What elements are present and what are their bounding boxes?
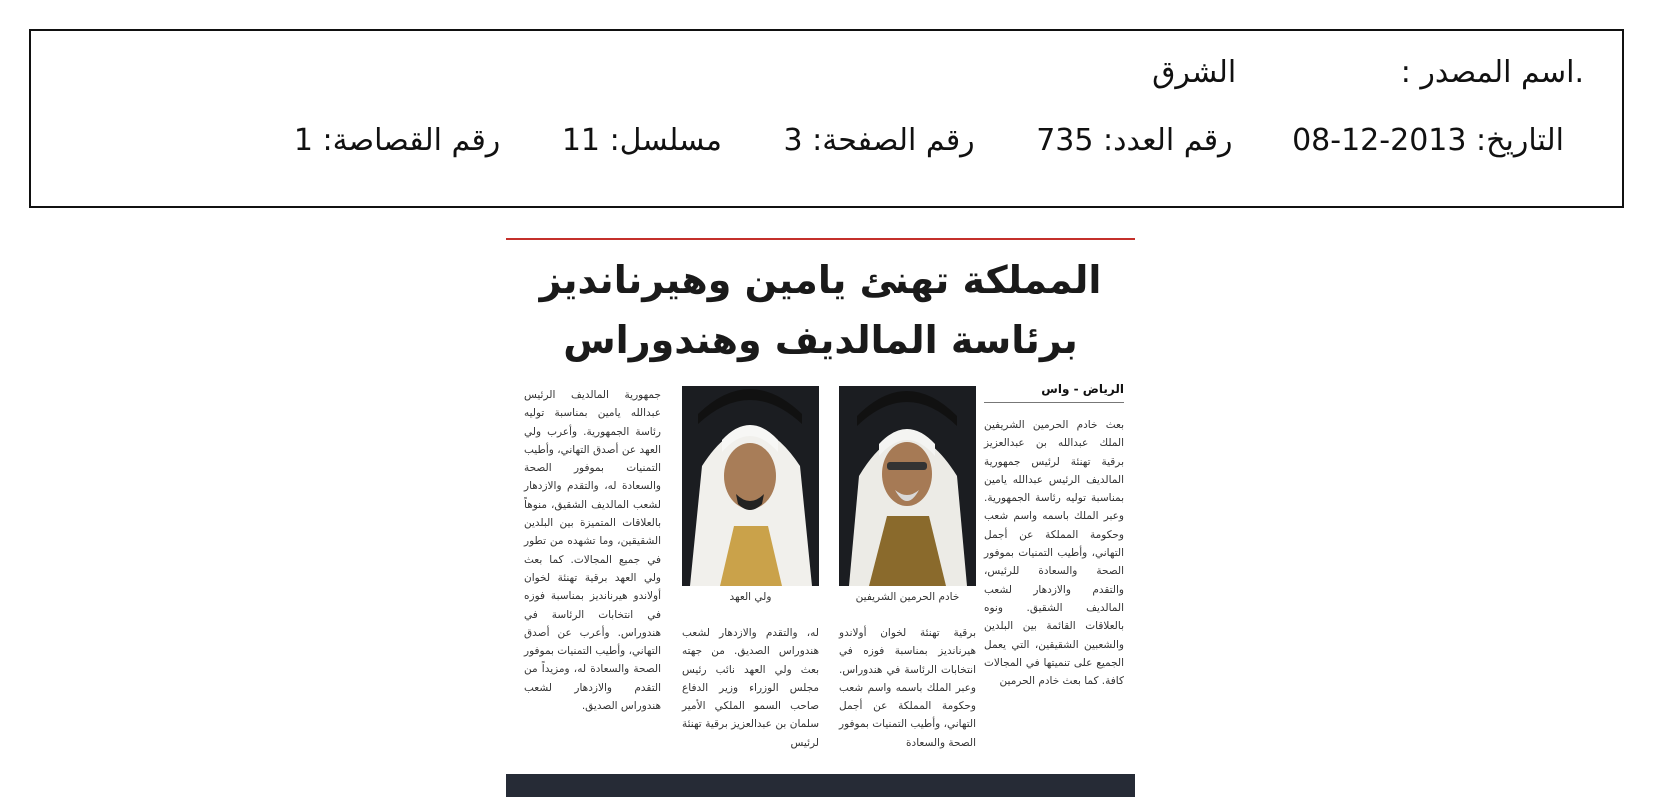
article-column-mid-right: برقية تهنئة لخوان أولاندو هيرنانديز بمناسبة فوزه في انتخابات الرئاسة في هندوراس. وعبر الملك باسمه واسم شعب وحكومة المملكة عن أجمل التهاني، وأطيب التمنيات بموفور الصحة والسعادة (839, 627, 976, 749)
page-label: رقم الصفحة: (812, 123, 975, 158)
article-column-mid-left: له، والتقدم والازدهار لشعب هندوراس الصديق. من جهته بعث ولي العهد نائب رئيس مجلس الوزراء وزير الدفاع صاحب السمو الملكي الأمير سلمان بن عبدالعزيز برقية تهنئة لرئيس (682, 627, 819, 749)
crown-prince-caption: ولي العهد (729, 591, 772, 603)
date-label: التاريخ: (1476, 123, 1564, 158)
serial-value: 11 (561, 123, 601, 158)
king-portrait (839, 386, 976, 586)
dateline: الرياض - واس (1041, 382, 1124, 396)
dateline-rule (984, 402, 1124, 403)
source-value: الشرق (1152, 55, 1237, 90)
source-label: .اسم المصدر : (1400, 55, 1584, 90)
top-red-rule (506, 238, 1135, 240)
newspaper-clipping (506, 236, 1135, 797)
headline-line-1: المملكة تهنئ يامين وهيرنانديز (539, 258, 1102, 302)
issue-value: 735 (1036, 123, 1094, 158)
issue-label: رقم العدد: (1103, 123, 1233, 158)
headline-line-2: برئاسة المالديف وهندوراس (563, 318, 1078, 362)
bottom-band (506, 774, 1135, 797)
serial-label: مسلسل: (609, 123, 722, 158)
king-portrait-icon (839, 386, 976, 586)
article-column-left: جمهورية المالديف الرئيس عبدالله يامين بمناسبة توليه رئاسة الجمهورية. وأعرب ولي العهد عن أصدق التهاني، وأطيب التمنيات بموفور الصحة والسعادة له، والتقدم والازدهار لشعب المالديف الشقيق، منوهاً بالعلاقات المتميزة بين البلدين الشقيقين، وما تشهده من تطور في جميع المجالات. كما بعث ولي العهد برقية تهنئة لخوان أولاندو هيرنانديز بمناسبة فوزه في انتخابات الرئاسة في هندوراس. وأعرب عن أصدق التهاني، وأطيب التمنيات بموفور الصحة والسعادة له، ومزيداً من التقدم والازدهار لشعب هندوراس الصديق. (524, 389, 661, 713)
king-caption: خادم الحرمين الشريفين (855, 591, 960, 603)
page-value: 3 (783, 123, 803, 158)
source-row (1152, 55, 1584, 90)
date-value: 2013-12-08 (1292, 123, 1467, 158)
clipping-info-box (29, 29, 1624, 208)
crown-prince-portrait-icon (682, 386, 819, 586)
clip-value: 1 (293, 123, 313, 158)
article-column-right: بعث خادم الحرمين الشريفين الملك عبدالله بن عبدالعزيز برقية تهنئة لرئيس جمهورية المالديف الرئيس عبدالله يامين بمناسبة توليه رئاسة الجمهورية. وعبر الملك باسمه واسم شعب وحكومة المملكة عن أجمل التهاني، وأطيب التمنيات بموفور الصحة والسعادة للرئيس، والتقدم والازدهار لشعب المالديف الشقيق. ونوه بالعلاقات القائمة بين البلدين والشعبين الشقيقين، التي يعمل الجميع على تنميتها في المجالات كافة. كما بعث خادم الحرمين (984, 419, 1124, 688)
crown-prince-portrait (682, 386, 819, 586)
details-row (294, 123, 1564, 158)
clip-label: رقم القصاصة: (322, 123, 501, 158)
